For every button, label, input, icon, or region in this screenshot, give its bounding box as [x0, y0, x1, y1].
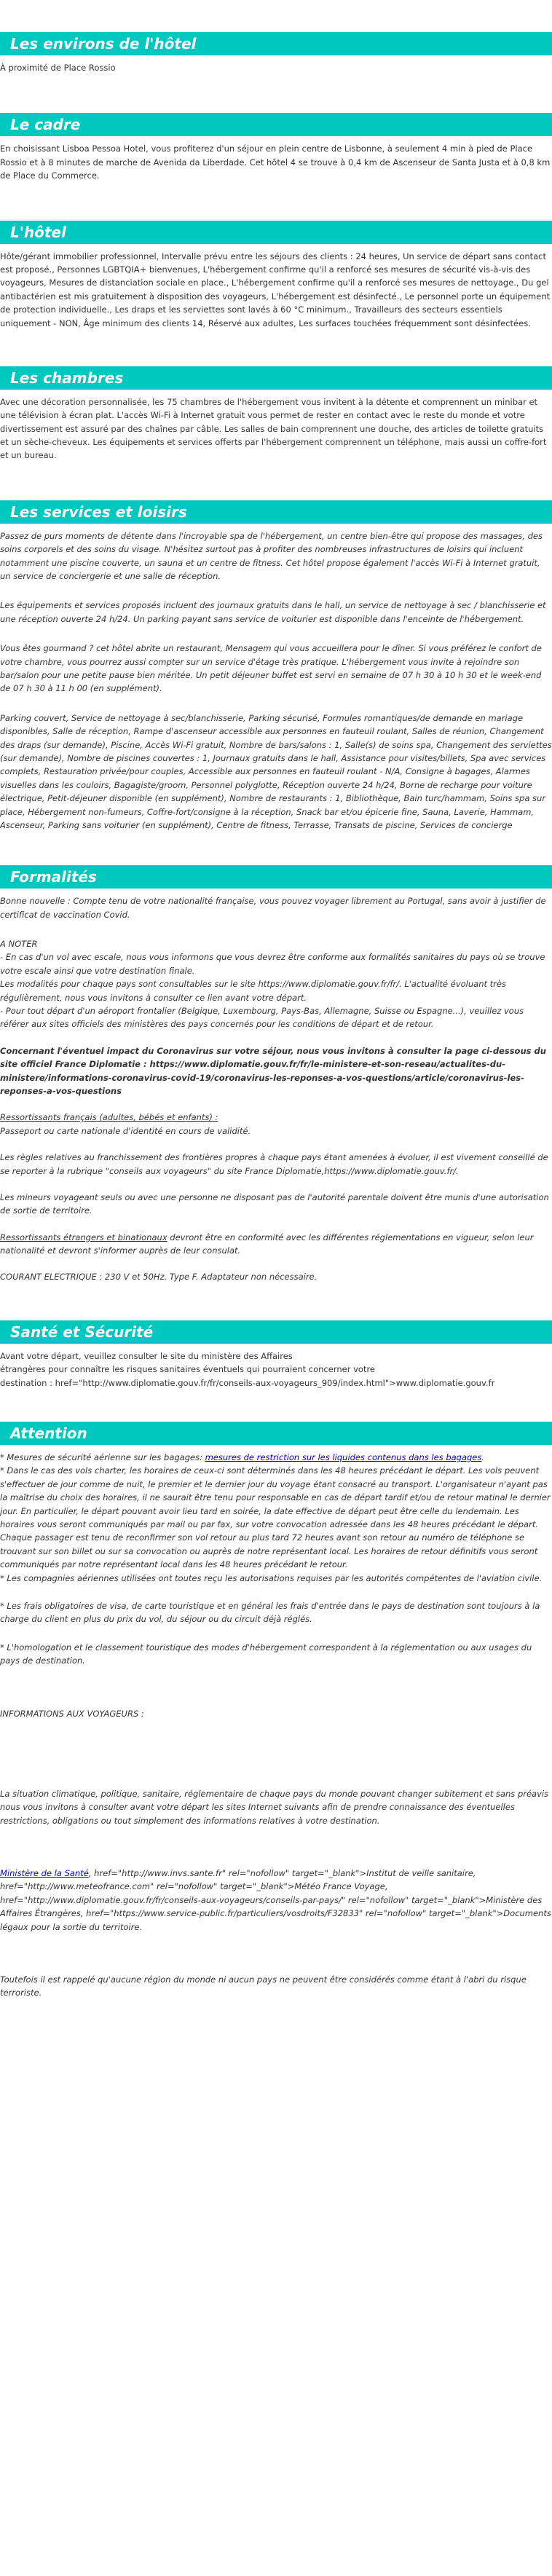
- attention-situation: La situation climatique, politique, sanitaire, réglementaire de chaque pays du monde pouvant changer subitement et sans préavis: [0, 1788, 549, 1799]
- section-sante: [0, 1350, 552, 1390]
- formalites-etrangers-title: Ressortissants étrangers et binationaux: [0, 1232, 167, 1242]
- section-header-sante: Santé et Sécurité: [0, 1320, 552, 1344]
- section-header-chambres: Les chambres: [0, 366, 552, 390]
- section-cadre: [0, 142, 552, 182]
- attention-liens: [0, 1867, 552, 1934]
- services-list-text: Parking couvert, Service de nettoyage à sec/blanchisserie, Parking sécurisé, Formules romantiques/de demande en mariage disponibles, Salle de réception, Rampe d'ascenseur accessible aux personnes en fauteuil roulant, Salles de réunion, Changement des draps (sur demande), Piscine, Accès Wi-Fi gratuit, Nombre de bars/salons : 1, Salle(s) de soins spa, Changement des serviettes (sur demande), Nombre de piscines couvertes : 1, Journaux gratuits dans le hall, Assistance pour visites/billets, Spa avec services complets, Restauration privée/pour couples, Accessible aux personnes en fauteuil roulant - N/A, Consigne à bagages, Alarmes visuelles dans les couloirs, Bagagiste/groom, Personnel polyglotte, Réception ouverte 24 h/24, Borne de recharge pour voiture électrique, Petit-déjeuner disponible (en supplément), Nombre de restaurants : 1, Bibliothèque, Bain turc/hammam, Soins spa sur place, Hébergement non-fumeurs, Coffre-fort/consigne à la réception, Snack bar et/ou épicerie fine, Sauna, Laverie, Hammam, Ascenseur, Parking sans voiturier (en supplément), Centre de fitness, Terrasse, Transats de piscine, Services de concierge: [0, 712, 552, 830]
- formalites-fr-text: Passeport ou carte nationale d'identité en cours de validité.: [0, 1125, 251, 1136]
- section-header-cadre: Le cadre: [0, 113, 552, 136]
- section-header-hotel: L'hôtel: [0, 221, 552, 244]
- environs-text: À proximité de Place Rossio: [0, 63, 116, 73]
- liquides-restriction-link[interactable]: mesures de restriction sur les liquides contenus dans les bagages: [205, 1452, 482, 1463]
- attention-bagages-suffix: .: [481, 1452, 485, 1463]
- section-header-attention: Attention: [0, 1422, 552, 1445]
- section-hotel: [0, 250, 552, 330]
- section-services: [0, 529, 552, 832]
- attention-horaires: * Dans le cas des vols charter, les horaires de ceux-ci sont déterminés dans les 48 heures précédant le départ. Les vols peuvent s'effectuer de jour comme de nuit, le premier et le dernier jour du voyage étant consacré au transport. L'organisateur n'ayant pas la maîtrise du choix des horaires, il ne saurait être tenu pour responsable en cas de départ tardif et/ou de retour matinal le dernier jour. En particulier, le départ pouvant avoir lieu tard en soirée, la date effective de départ peut être celle du lendemain. Les horaires vous seront communiqués par mail ou par fax, sur votre convocation adressée dans les 48 heures précédant le départ. Chaque passager est tenu de reconfirmer son vol retour au plus tard 72 heures avant son retour au numéro de téléphone se trouvant sur son billet ou sur sa convocation ou auprès de notre représentant local. Les horaires de retour définitifs vous seront communiqués par notre représentant local dans les 48 heures précédant le retour.: [0, 1465, 551, 1570]
- attention-homologation: * L'homologation et le classement touristique des modes d'hébergement correspondent à la réglementation ou aux usages du pays de destination.: [0, 1642, 532, 1666]
- services-equipements-text: Les équipements et services proposés incluent des journaux gratuits dans le hall, un service de nettoyage à sec / blanchisserie et une réception ouverte 24 h/24. Un parking payant sans service de voiturier est disponible dans l'enceinte de l'hébergement.: [0, 600, 546, 624]
- formalites-note-title: A NOTER: [0, 939, 38, 950]
- formalites-etrangers-text: devront être en conformité avec les différentes réglementations en vigueur, selon leur nationalité et devront s'informer auprès de leur consulat.: [0, 1232, 534, 1256]
- ministere-sante-link[interactable]: Ministère de la Santé: [0, 1868, 89, 1879]
- chambres-text: Avec une décoration personnalisée, les 75 chambres de l'hébergement vous invitent à la détente et comprennent un minibar et une télévision à écran plat. L'accès Wi-Fi à Internet gratuit vous permet de rester en contact avec le reste du monde et votre divertissement est assuré par des chaînes par câble. Les salles de bain comprennent une douche, des articles de toilette gratuits et un sèche-cheveux. Les équipements et services offerts par l'hébergement comprennent un téléphone, mais aussi un coffre-fort et un bureau.: [0, 396, 547, 461]
- section-header-environs: Les environs de l'hôtel: [0, 32, 552, 55]
- formalites-bonne-nouvelle: Bonne nouvelle : Compte tenu de votre nationalité française, vous pouvez voyager librement au Portugal, sans avoir à justifier de certificat de vaccination Covid.: [0, 896, 546, 920]
- attention-bagages: [0, 1451, 552, 1464]
- sante-line-2: étrangères pour connaître les risques sanitaires éventuels qui pourraient concerner votre: [0, 1364, 376, 1375]
- section-formalites: [0, 894, 552, 1284]
- section-environs: [0, 61, 552, 74]
- formalites-note-modalites: Les modalités pour chaque pays sont consultables sur le site https://www.diplomatie.gouv.fr/fr/. L'actualité évoluant très régulièrement, nous vous invitons à consulter ce lien avant votre départ.: [0, 979, 506, 1003]
- attention-frais: * Les frais obligatoires de visa, de carte touristique et en général les frais d'entrée dans le pays de destination sont toujours à la charge du client en plus du prix du vol, du séjour ou du circuit déjà réglés.: [0, 1600, 540, 1625]
- formalites-note-frontalier: - Pour tout départ d'un aéroport frontalier (Belgique, Luxembourg, Pays-Bas, Allemagne, Suisse ou Espagne...), veuillez vous référer aux sites officiels des ministères des pays concernés pour les conditions de départ et de retour.: [0, 1006, 524, 1030]
- section-header-formalites: Formalités: [0, 865, 552, 889]
- attention-infos-title: INFORMATIONS AUX VOYAGEURS :: [0, 1708, 144, 1719]
- attention-bagages-prefix: * Mesures de sécurité aérienne sur les bagages:: [0, 1452, 205, 1463]
- formalites-mineurs: Les mineurs voyageant seuls ou avec une personne ne disposant pas de l'autorité parentale doivent être munis d'une autorisation de sortie de territoire.: [0, 1192, 549, 1216]
- formalites-covid-notice: Concernant l'éventuel impact du Coronavirus sur votre séjour, nous vous invitons à consulter la page ci-dessous du site officiel France Diplomatie : https://www.diplomatie.gouv.fr/fr/le-ministere-et-son-reseau/actualites-du-ministere/informations-coronavirus-covid-19/coronavirus-les-reponses-a-vos-questions/article/coronavirus-les-reponses-a-vos-questions: [0, 1045, 546, 1096]
- services-restaurant-text: Vous êtes gourmand ? cet hôtel abrite un restaurant, Mensagem qui vous accueillera pour le dîner. Si vous préférez le confort de votre chambre, vous pourrez aussi compter sur un service d'étage très pratique. L'hébergement vous invite à rejoindre son bar/salon pour une petite pause bien méritée. Un petit déjeuner buffet est servi en semaine de 07 h 30 à 10 h 30 et le week-end de 07 h 30 à 11 h 00 (en supplément).: [0, 643, 542, 694]
- sante-line-1: Avant votre départ, veuillez consulter le site du ministère des Affaires: [0, 1350, 293, 1361]
- formalites-courant: COURANT ELECTRIQUE : 230 V et 50Hz. Type F. Adaptateur non nécessaire.: [0, 1272, 318, 1283]
- formalites-etrangers: [0, 1231, 552, 1258]
- hotel-text: Hôte/gérant immobilier professionnel, Intervalle prévu entre les séjours des clients : 24 heures, Un service de départ sans contact est proposé., Personnes LGBTQIA+ bienvenues, L'hébergement confirme qu'il a renforcé ses mesures de sécurité vis-à-vis des voyageurs, Mesures de distanciation sociale en place., L'hébergement confirme qu'il a renforcé ses mesures de nettoyage., Du gel antibactérien est mis gratuitement à disposition des voyageurs, L'hébergement est désinfecté., Le personnel porte un équipement de protection individuelle., Les draps et les serviettes sont lavés à 60 °C minimum., Travailleurs des secteurs essentiels uniquement - NON, Âge minimum des clients 14, Réservé aux adultes, Les surfaces touchées fréquemment sont désinfectées.: [0, 251, 551, 328]
- formalites-frontieres: Les règles relatives au franchissement des frontières propres à chaque pays étant amenées à évoluer, il est vivement conseillé de se reporter à la rubrique "conseils aux voyageurs" du site France Diplomatie,https://www.diplomatie.gouv.fr/.: [0, 1152, 548, 1176]
- section-header-services: Les services et loisirs: [0, 500, 552, 524]
- section-attention: [0, 1451, 552, 2000]
- attention-liens-text: , href="http://www.invs.sante.fr" rel="nofollow" target="_blank">Institut de veille sanitaire, href="http://www.meteofrance.com" rel="nofollow" target="_blank">Météo France Voyage, href="http://www.diplomatie.gouv.fr/fr/conseils-aux-voyageurs/conseils-par-pays/" rel="nofollow" target="_blank">Ministère des Affaires Étrangères, href="https://www.service-public.fr/particuliers/vosdroits/F32833" rel="nofollow" target="_blank">Documents légaux pour la sortie du territoire.: [0, 1868, 551, 1932]
- attention-invitons: nous vous invitons à consulter avant votre départ les sites Internet suivants afin de prendre connaissance des éventuelles restrictions, obligations ou tout simplement des informations relatives à votre destination.: [0, 1802, 515, 1826]
- formalites-note-escale: - En cas d'un vol avec escale, nous vous informons que vous devrez être conforme aux formalités sanitaires du pays où se trouve votre escale ainsi que votre destination finale.: [0, 952, 545, 976]
- section-chambres: [0, 395, 552, 462]
- sante-line-3: destination : href="http://www.diplomatie.gouv.fr/fr/conseils-aux-voyageurs_909/index.html">www.diplomatie.gouv.fr: [0, 1377, 495, 1388]
- cadre-text: En choisissant Lisboa Pessoa Hotel, vous profiterez d'un séjour en plein centre de Lisbonne, à seulement 4 min à pied de Place Rossio et à 8 minutes de marche de Avenida da Liberdade. Cet hôtel 4 se trouve à 0,4 km de Ascenseur de Santa Justa et à 0,8 km de Place du Commerce.: [0, 143, 551, 181]
- attention-compagnies: * Les compagnies aériennes utilisées ont toutes reçu les autorisations requises par les autorités compétentes de l'aviation civile.: [0, 1572, 543, 1583]
- formalites-fr-title: Ressortissants français (adultes, bébés et enfants) :: [0, 1112, 218, 1123]
- services-spa-text: Passez de purs moments de détente dans l'incroyable spa de l'hébergement, un centre bien-être qui propose des massages, des soins corporels et des soins du visage. N'hésitez surtout pas à profiter des nombreuses infrastructures de loisirs qui incluent notamment une piscine couverte, un sauna et un centre de fitness. Cet hôtel propose également l'accès Wi-Fi à Internet gratuit, un service de conciergerie et une salle de réception.: [0, 530, 543, 582]
- attention-toutefois: Toutefois il est rappelé qu'aucune région du monde ni aucun pays ne peuvent être considérés comme étant à l'abri du risque terroriste.: [0, 1974, 527, 1998]
